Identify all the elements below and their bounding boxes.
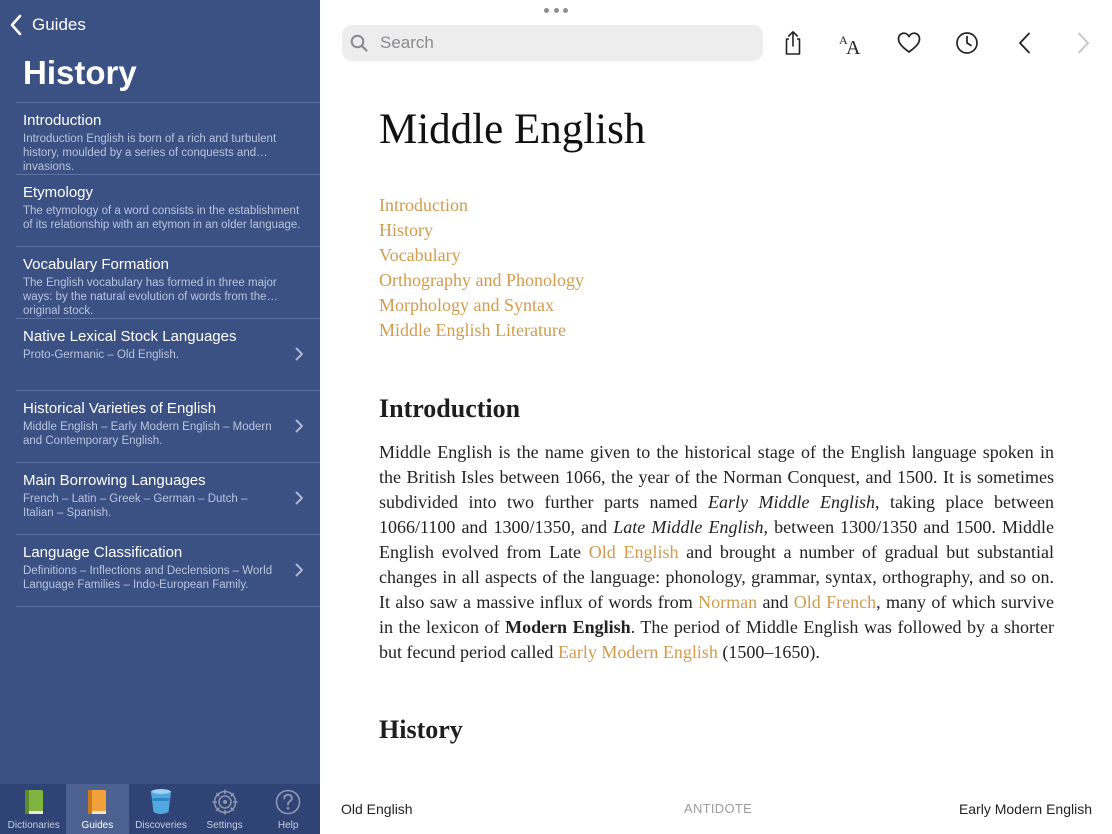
bold-term: Modern English (505, 617, 631, 637)
guide-item-main-borrowing-languages[interactable] (16, 463, 320, 535)
table-of-contents (379, 193, 1054, 343)
article-footer (320, 790, 1112, 834)
chevron-right-icon (295, 419, 304, 433)
share-button[interactable] (777, 27, 809, 59)
toc-link[interactable]: History (379, 220, 433, 240)
article (379, 100, 1054, 768)
guide-item-description: The etymology of a word consists in the establishment of its relationship with an etymon in an older language. (23, 205, 301, 231)
guide-item-title: Etymology (23, 184, 94, 201)
favorite-button[interactable] (893, 27, 925, 59)
text-run: Middle English is the name given to the historical stage of the English language spoken in the British Isles between 1066, the year of the Norman Conquest, and 1500. It is sometimes subdivided into two further parts named (379, 442, 1054, 512)
svg-text:A: A (846, 37, 861, 59)
search-bar[interactable] (342, 25, 763, 61)
tab-guides[interactable] (66, 784, 130, 834)
guide-item-description: Middle English – Early Modern English – Modern and Contemporary English. (23, 421, 272, 447)
tab-label: Guides (81, 820, 114, 831)
question-mark-icon (274, 787, 302, 817)
guide-item-description: Definitions – Inflections and Declensions – World Language Families – Indo-European Family. (23, 565, 273, 591)
guide-item-introduction[interactable] (16, 103, 320, 175)
guide-item-title: Language Classification (23, 544, 183, 561)
guide-item-title: Introduction (23, 112, 102, 129)
toc-link[interactable]: Middle English Literature (379, 320, 566, 340)
section-heading-introduction: Introduction (379, 394, 521, 423)
guide-item-historical-varieties[interactable] (16, 391, 320, 463)
chevron-right-icon (1070, 30, 1096, 56)
tab-label: Discoveries (135, 820, 187, 831)
link-norman[interactable]: Norman (698, 592, 758, 612)
text-size-icon (838, 30, 864, 59)
blue-cup-icon (147, 787, 175, 817)
chevron-right-icon (295, 491, 304, 505)
back-label: Guides (32, 15, 86, 34)
tab-settings[interactable] (193, 784, 257, 834)
tab-bar (0, 784, 320, 834)
chevron-left-icon (1012, 30, 1038, 56)
guide-item-title: Historical Varieties of English (23, 400, 217, 417)
heart-icon (896, 30, 922, 56)
main-content (320, 0, 1112, 834)
link-old-english[interactable]: Old English (588, 542, 679, 562)
clock-icon (954, 30, 980, 56)
text-run: . The period of Middle English was followed by a shorter but fecund period called (379, 617, 1054, 662)
tab-help[interactable] (256, 784, 320, 834)
sidebar-title: History (23, 54, 137, 91)
toc-link[interactable]: Vocabulary (379, 245, 461, 265)
guide-item-description: Introduction English is born of a rich and turbulent history, moulded by a series of conquests and invasions. (23, 133, 277, 173)
tab-label: Help (277, 820, 299, 831)
section-heading-history: History (379, 715, 463, 744)
search-icon (350, 34, 368, 52)
text-run: , taking place between 1066/1100 and 1300/1350, and (379, 492, 1054, 537)
orange-book-icon (83, 787, 111, 817)
search-input[interactable] (380, 33, 740, 53)
tab-label: Settings (206, 820, 243, 831)
chevron-left-icon (10, 14, 22, 36)
italic-term: Early Middle English (708, 492, 876, 512)
link-early-modern-english[interactable]: Early Modern English (557, 642, 718, 662)
toc-link[interactable]: Morphology and Syntax (379, 295, 554, 315)
back-button[interactable] (10, 12, 86, 38)
italic-term: Late Middle English (613, 517, 764, 537)
guide-item-language-classification[interactable] (16, 535, 320, 607)
multitasking-handle[interactable] (544, 8, 568, 16)
next-article-link[interactable]: Early Modern English (958, 801, 1092, 817)
guide-item-etymology[interactable] (16, 175, 320, 247)
text-run: (1500–1650). (717, 642, 820, 662)
guide-item-description: The English vocabulary has formed in three major ways: by the natural evolution of words from the original stock. (23, 277, 277, 317)
sidebar (0, 0, 320, 834)
brand-label: ANTIDOTE (684, 801, 753, 816)
toc-link[interactable]: Introduction (379, 195, 468, 215)
forward-nav-button[interactable] (1067, 27, 1099, 59)
back-nav-button[interactable] (1009, 27, 1041, 59)
guide-item-description: French – Latin – Greek – German – Dutch – Italian – Spanish. (23, 493, 248, 519)
guide-item-native-lexical-stock[interactable] (16, 319, 320, 391)
toc-link[interactable]: Orthography and Phonology (379, 270, 584, 290)
share-icon (780, 30, 806, 56)
text-size-button[interactable] (835, 27, 867, 59)
tab-discoveries[interactable] (129, 784, 193, 834)
chevron-right-icon (295, 347, 304, 361)
link-old-french[interactable]: Old French (793, 592, 877, 612)
guide-item-title: Vocabulary Formation (23, 256, 169, 273)
chevron-right-icon (295, 563, 304, 577)
previous-article-link[interactable]: Old English (341, 801, 413, 817)
text-run: , many of which survive in the lexicon of (379, 592, 1055, 637)
history-button[interactable] (951, 27, 983, 59)
svg-text:A: A (839, 33, 848, 47)
tab-dictionaries[interactable] (2, 784, 66, 834)
text-run: and brought a number of gradual but substantial changes in all aspects of the language: phonology, grammar, syntax, orthography, and so on. It also saw a massive influx of words from (379, 542, 1054, 612)
text-run: and (757, 592, 794, 612)
green-book-icon (20, 787, 48, 817)
introduction-paragraph (379, 440, 1054, 665)
guide-item-title: Main Borrowing Languages (23, 472, 206, 489)
text-run: , between 1300/1350 and 1500. Middle English evolved from Late (379, 517, 1054, 562)
guide-item-vocabulary-formation[interactable] (16, 247, 320, 319)
guide-list (16, 102, 320, 607)
tab-label: Dictionaries (7, 820, 60, 831)
article-title: Middle English (379, 106, 646, 153)
gear-icon (211, 787, 239, 817)
guide-item-description: Proto-Germanic – Old English. (23, 349, 179, 361)
guide-item-title: Native Lexical Stock Languages (23, 328, 237, 345)
